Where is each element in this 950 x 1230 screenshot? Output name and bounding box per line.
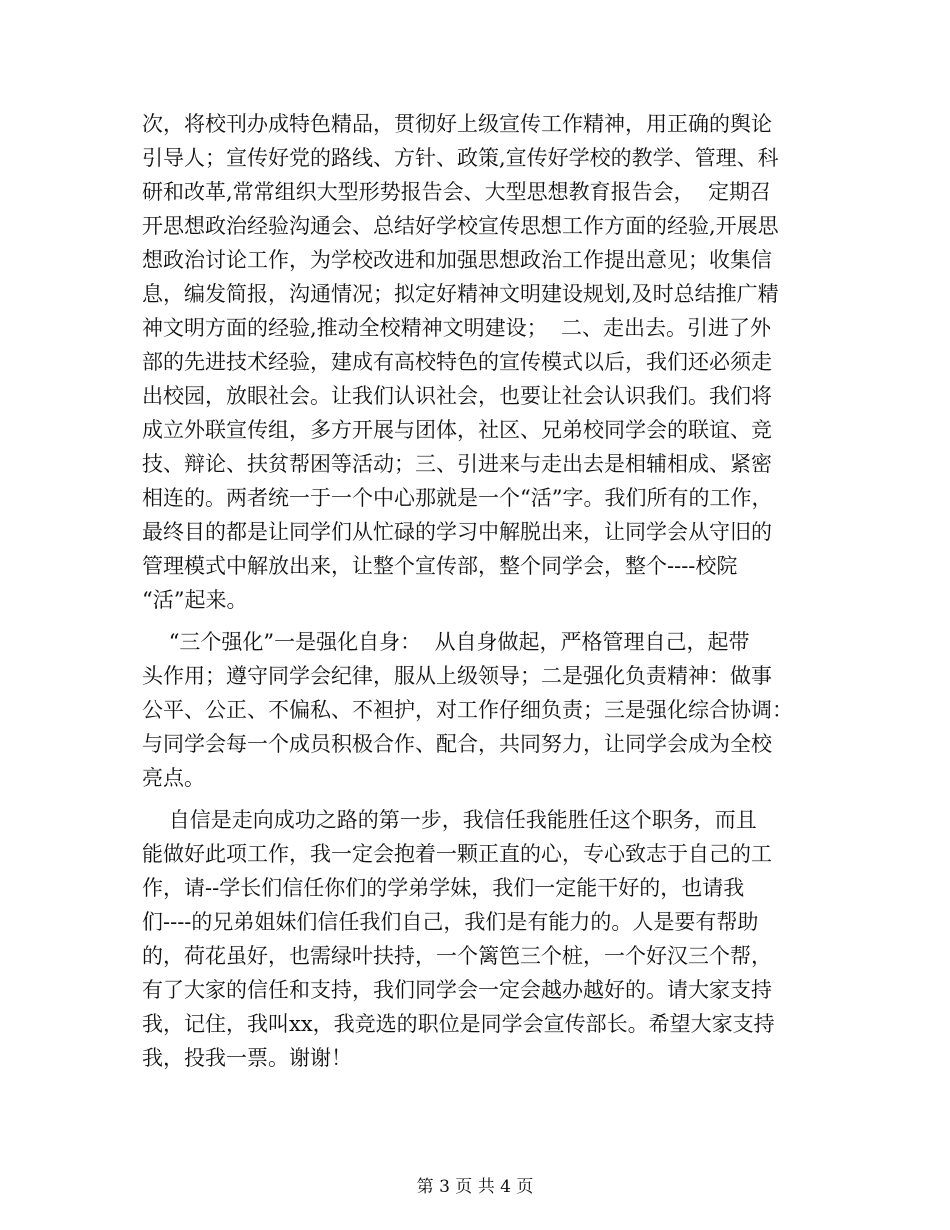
text-line: 出校园，放眼社会。让我们认识社会，也要让社会认识我们。我们将 <box>142 384 772 408</box>
text-line: 我，记住，我叫xx，我竞选的职位是同学会宣传部长。希望大家支持 <box>142 1012 775 1036</box>
text-line: 管理模式中解放出来，让整个宣传部，整个同学会，整个----校院 <box>142 554 738 578</box>
page-number-footer: 第 3 页 共 4 页 <box>416 1177 534 1197</box>
text-line: 的，荷花虽好，也需绿叶扶持，一个篱笆三个桩，一个好汉三个帮， <box>142 944 772 968</box>
text-line: 公平、公正、不偏私、不袒护，对工作仔细负责；三是强化综合协调： <box>142 698 793 722</box>
document-body <box>142 107 812 1075</box>
text-line: 引导人；宣传好党的路线、方针、政策,宣传好学校的教学、管理、科 <box>142 146 779 170</box>
text-line: 们----的兄弟姐妹们信任我们自己，我们是有能力的。人是要有帮助 <box>142 910 759 934</box>
text-line: 部的先进技术经验，建成有高校特色的宣传模式以后，我们还必须走 <box>142 350 772 374</box>
text-line: 技、辩论、扶贫帮困等活动；三、引进来与走出去是相辅相成、紧密 <box>142 452 772 476</box>
text-line: 有了大家的信任和支持，我们同学会一定会越办越好的。请大家支持 <box>142 978 772 1002</box>
paragraph-2 <box>142 625 812 795</box>
text-line: 头作用；遵守同学会纪律，服从上级领导；二是强化负责精神：做事 <box>142 664 772 688</box>
text-line: 作，请--学长们信任你们的学弟学妹，我们一定能干好的，也请我 <box>142 876 745 900</box>
text-line: 亮点。 <box>142 766 205 790</box>
text-line: “活”起来。 <box>142 588 248 612</box>
paragraph-1 <box>142 107 812 617</box>
text-line: 次，将校刊办成特色精品，贯彻好上级宣传工作精神，用正确的舆论 <box>142 112 772 136</box>
text-line: 研和改革,常常组织大型形势报告会、大型思想教育报告会， 定期召 <box>142 180 772 204</box>
text-line: 相连的。两者统一于一个中心那就是一个“活”字。我们所有的工作， <box>142 486 773 510</box>
text-line: 开思想政治经验沟通会、总结好学校宣传思想工作方面的经验,开展思 <box>142 214 779 238</box>
text-line: 与同学会每一个成员积极合作、配合，共同努力，让同学会成为全校 <box>142 732 772 756</box>
text-line: 神文明方面的经验,推动全校精神文明建设； 二、走出去。引进了外 <box>142 316 772 340</box>
text-line: 想政治讨论工作，为学校改进和加强思想政治工作提出意见；收集信 <box>142 248 772 272</box>
paragraph-spacing <box>142 795 812 803</box>
text-line: 成立外联宣传组，多方开展与团体，社区、兄弟校同学会的联谊、竞 <box>142 418 772 442</box>
paragraph-spacing <box>142 617 812 625</box>
text-line: “三个强化”一是强化自身： 从自身做起，严格管理自己，起带 <box>142 630 750 654</box>
text-line: 我，投我一票。谢谢！ <box>142 1046 352 1070</box>
paragraph-3 <box>142 803 812 1075</box>
text-line: 能做好此项工作，我一定会抱着一颗正直的心，专心致志于自己的工 <box>142 842 772 866</box>
text-line: 息，编发简报，沟通情况；拟定好精神文明建设规划,及时总结推广精 <box>142 282 779 306</box>
text-line: 最终目的都是让同学们从忙碌的学习中解脱出来，让同学会从守旧的 <box>142 520 772 544</box>
text-line: 自信是走向成功之路的第一步，我信任我能胜任这个职务，而且 <box>142 808 757 832</box>
